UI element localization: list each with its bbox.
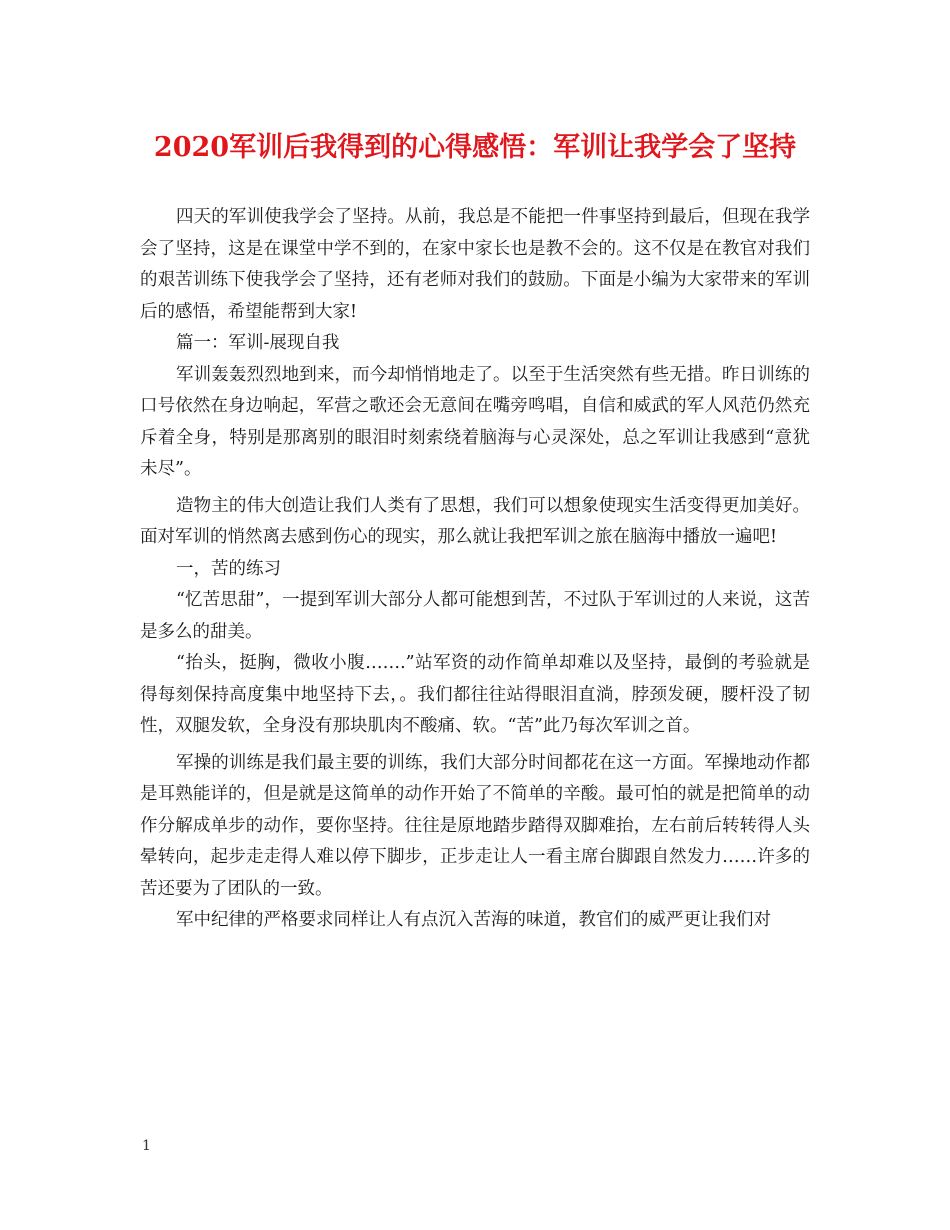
paragraph: “抬头，挺胸，微收小腹…….”站军资的动作简单却难以及坚持，最倒的考验就是得每刻保持高度集中地坚持下去，。我们都往往站得眼泪直淌，脖颈发硬，腰杆没了韧性，双腿发软，全身没有那块肌肉不酸痛、软。“苦”此乃每次军训之首。	[140, 653, 810, 736]
paragraph: “忆苦思甜”，一提到军训大部分人都可能想到苦，不过队于军训过的人来说，这苦是多么的甜美。	[140, 590, 810, 642]
paragraph-intro: 四天的军训使我学会了坚持。从前，我总是不能把一件事坚持到最后，但现在我学会了坚持，这是在课堂中学不到的，在家中家长也是教不会的。这不仅是在教官对我们的艰苦训练下使我学会了坚持，还有老师对我们的鼓励。下面是小编为大家带来的军训后的感悟，希望能帮到大家!	[140, 207, 810, 322]
paragraph: 军中纪律的严格要求同样让人有点沉入苦海的味道，教官们的威严更让我们对	[176, 910, 771, 930]
paragraph: 军训轰轰烈烈地到来，而今却悄悄地走了。以至于生活突然有些无措。昨日训练的口号依然在身边响起，军营之歌还会无意间在嘴旁鸣唱，自信和威武的军人风范仍然充斥着全身，特别是那离别的眼泪时刻索绕着脑海与心灵深处，总之军训让我感到“意犹未尽”。	[140, 364, 810, 479]
section-heading-1: 篇一：军训-展现自我	[176, 333, 340, 353]
page-number: 1	[142, 1138, 151, 1154]
document-body	[140, 202, 810, 937]
subheading-hard-practice: 一，苦的练习	[176, 558, 281, 579]
paragraph: 军操的训练是我们最主要的训练，我们大部分时间都花在这一方面。军操地动作都是耳熟能详的，但是就是这简单的动作开始了不简单的辛酸。最可怕的就是把简单的动作分解成单步的动作，要你坚持。往往是原地踏步踏得双脚难抬，左右前后转转得人头晕转向，起步走走得人难以停下脚步，正步走让人一看主席台脚跟自然发力……许多的苦还要为了团队的一致。	[140, 752, 810, 899]
paragraph: 造物主的伟大创造让我们人类有了思想，我们可以想象使现实生活变得更加美好。面对军训的悄然离去感到伤心的现实，那么就让我把军训之旅在脑海中播放一遍吧!	[140, 495, 810, 547]
document-title: 2020军训后我得到的心得感悟：军训让我学会了坚持	[153, 132, 797, 163]
